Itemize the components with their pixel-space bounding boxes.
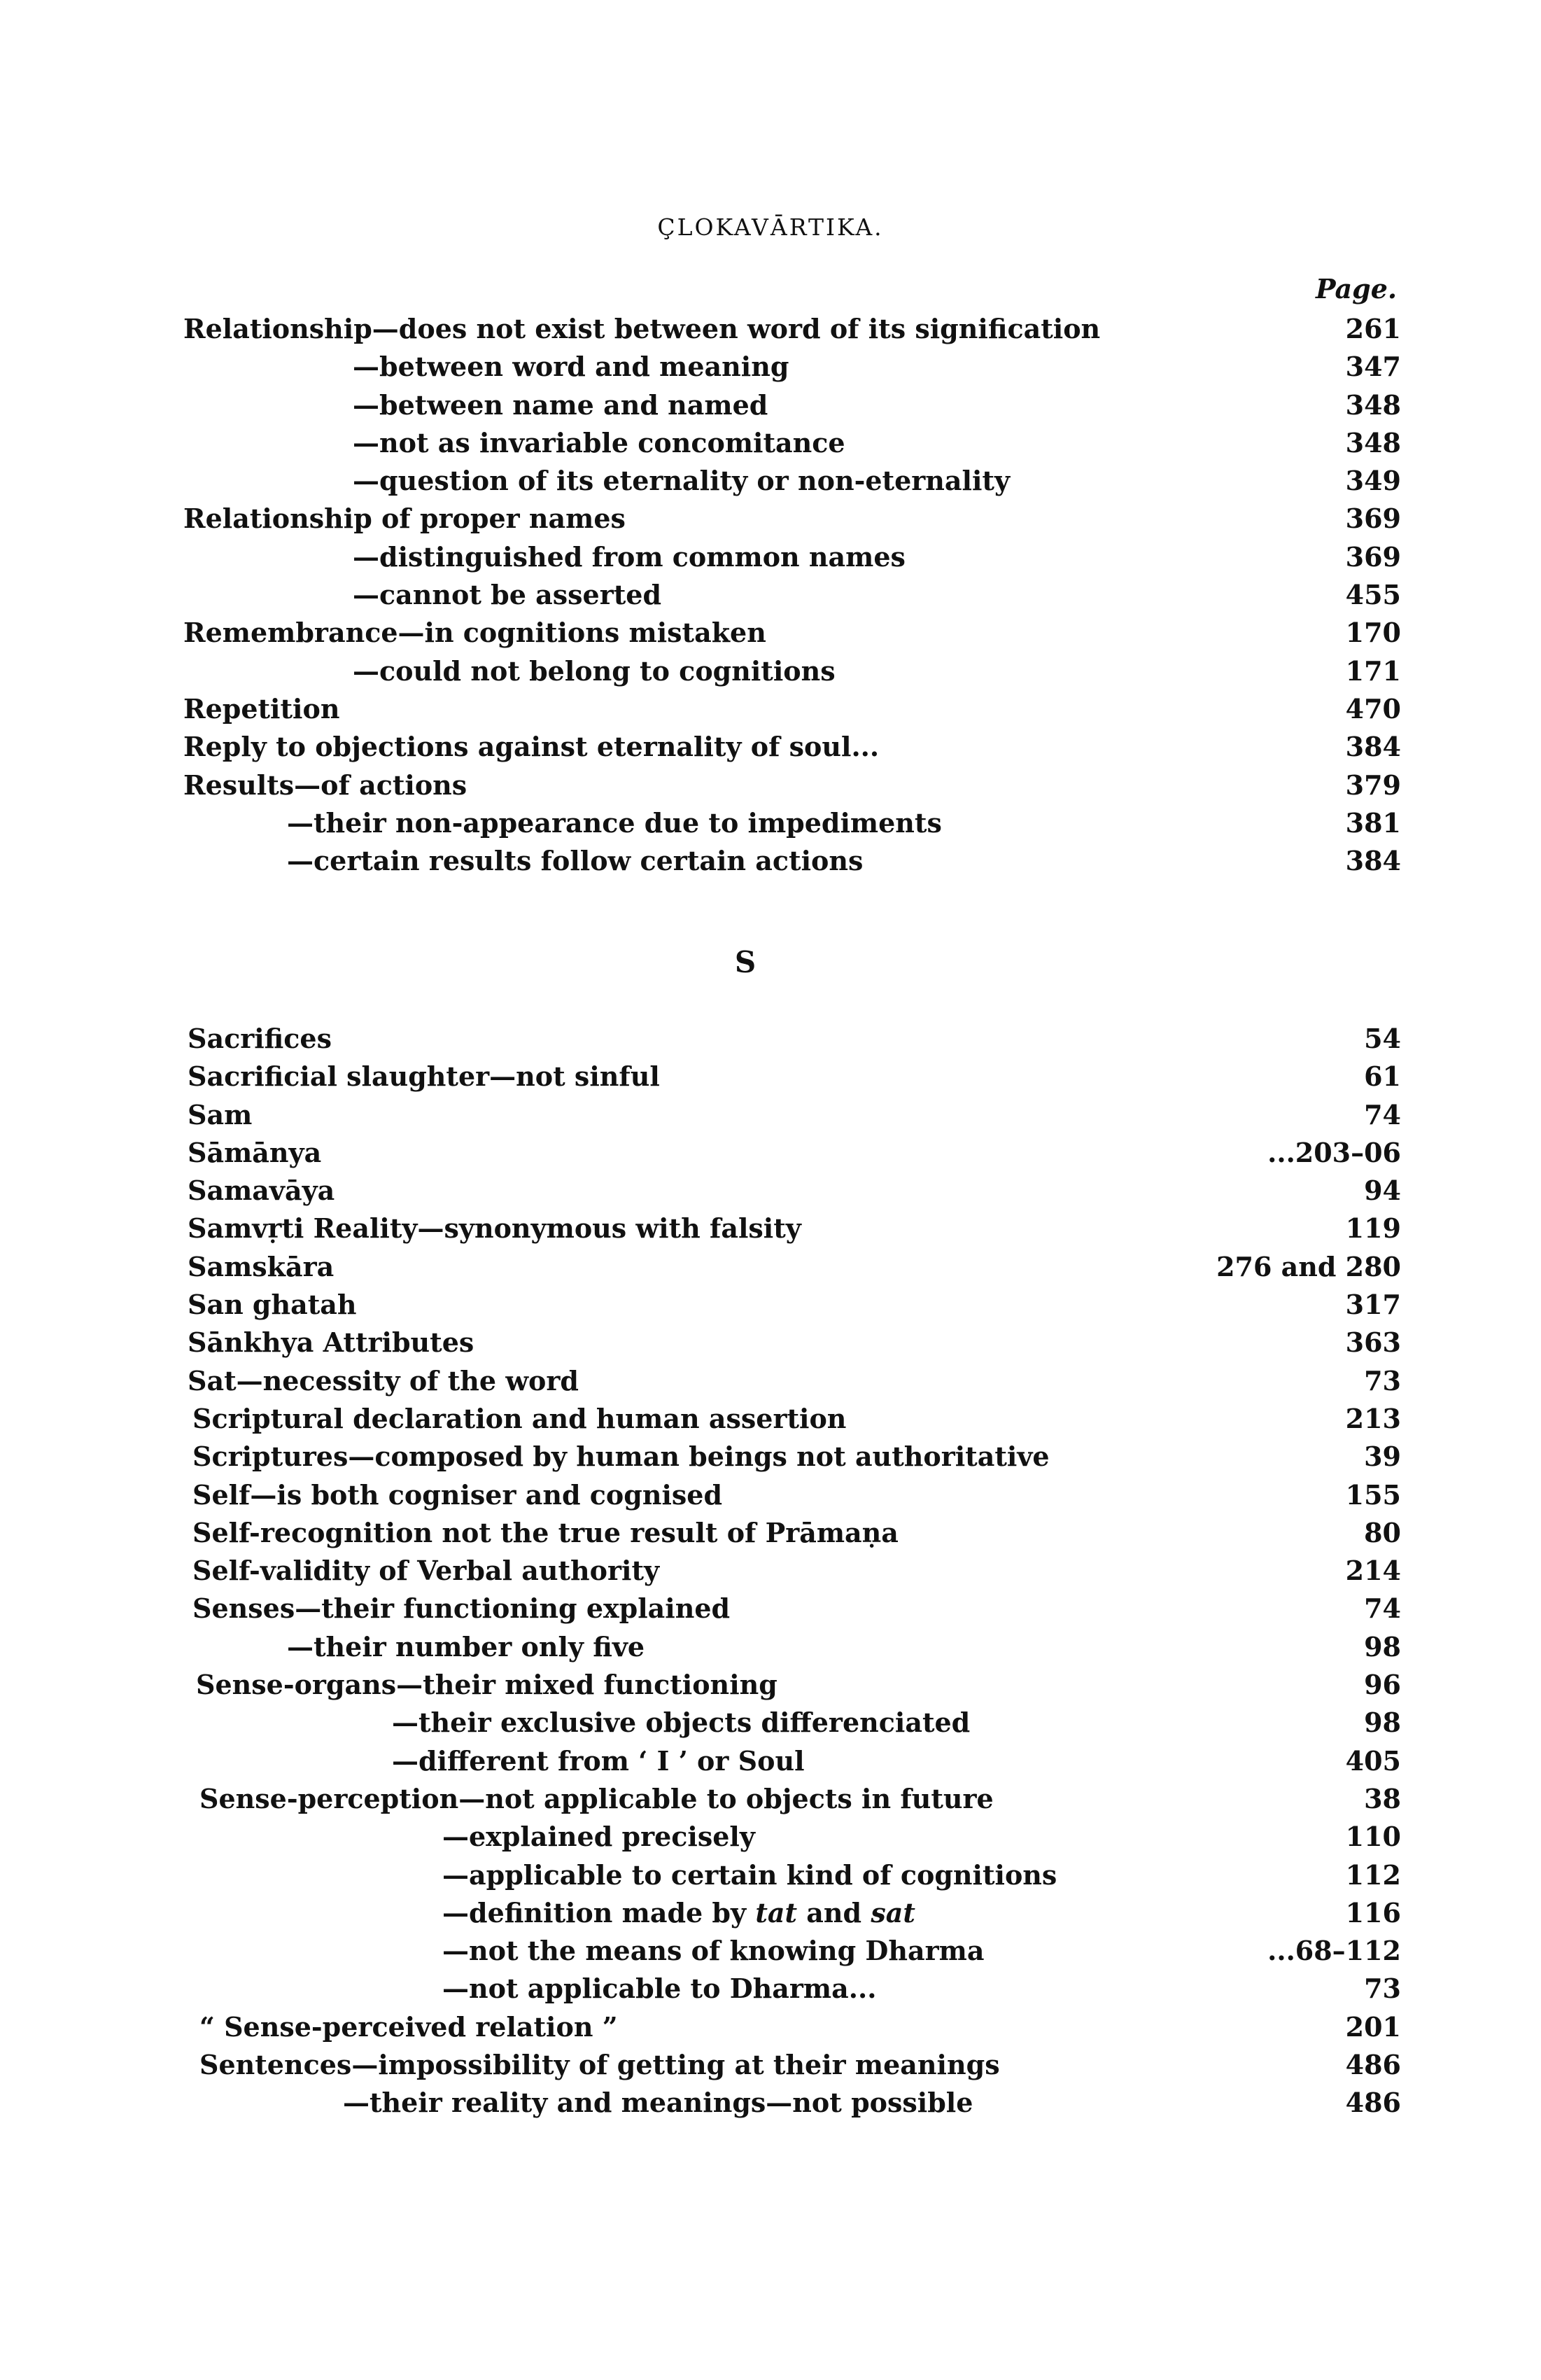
index-entry: —not the means of knowing Dharma ...68–112 (442, 1935, 1401, 1967)
index-entry: —applicable to certain kind of cognitions 112 (442, 1858, 1401, 1891)
index-entry: Relationship of proper names 369 (183, 503, 1401, 535)
index-entry: Sense-perception—not applicable to objects in future 38 (199, 1782, 1401, 1814)
index-entry: Samskāra 276 and 280 (188, 1250, 1401, 1282)
index-entry: Sāmānya ...203–06 (188, 1136, 1401, 1168)
index-entry: —their non-appearance due to impediments 381 (287, 806, 1401, 839)
index-entry: —distinguished from common names 369 (353, 540, 1401, 573)
index-entry: Samavāya 94 (188, 1175, 1401, 1207)
index-entry: —explained precisely 110 (442, 1821, 1401, 1853)
index-entry: Sentences—impossibility of getting at their meanings 486 (199, 2049, 1401, 2081)
index-entry: Senses—their functioning explained 74 (192, 1592, 1401, 1625)
index-entry: —cannot be asserted 455 (353, 579, 1401, 611)
index-entry: —certain results follow certain actions 384 (287, 845, 1401, 877)
section-letter-heading: S (734, 945, 757, 979)
index-entry: Results—of actions 379 (183, 769, 1401, 801)
index-section-r (0, 310, 1541, 880)
index-section-s (0, 1020, 1541, 2122)
index-entry: —could not belong to cognitions 171 (353, 654, 1401, 687)
index-entry: Self-recognition not the true result of Prāmaṇa 80 (192, 1516, 1401, 1548)
index-entry: Reply to objections against eternality of soul... 384 (183, 731, 1401, 763)
index-entry: —different from ‘ I ’ or Soul 405 (392, 1744, 1401, 1777)
page-column-label: Page. (1316, 273, 1398, 304)
index-entry: Sacrifices 54 (188, 1023, 1401, 1054)
index-entry: Sam 74 (188, 1098, 1401, 1130)
index-entry: —not as invariable concomitance 348 (353, 426, 1401, 458)
index-entry: —between word and meaning 347 (353, 351, 1401, 383)
index-entry: —question of its eternality or non-eternality 349 (353, 465, 1401, 497)
index-entry: Scriptural declaration and human assertion 213 (192, 1402, 1401, 1434)
index-entry: Self-validity of Verbal authority 214 (192, 1555, 1401, 1587)
index-entry: Sacrificial slaughter—not sinful 61 (188, 1060, 1401, 1093)
index-entry: Scriptures—composed by human beings not authoritative 39 (192, 1441, 1401, 1473)
running-title: ÇLOKAVĀRTIKA. (657, 214, 884, 241)
index-entry: Sense-organs—their mixed functioning 96 (196, 1669, 1401, 1701)
index-entry: —between name and named 348 (353, 388, 1401, 421)
index-entry: Repetition 470 (183, 692, 1401, 724)
index-entry: Sat—necessity of the word 73 (188, 1364, 1401, 1396)
index-entry: San ghatah 317 (188, 1289, 1401, 1321)
index-entry: Sānkhya Attributes 363 (188, 1326, 1401, 1359)
index-entry: Remembrance—in cognitions mistaken 170 (183, 617, 1401, 649)
index-entry: —their exclusive objects differenciated 98 (392, 1707, 1401, 1739)
index-entry: —their number only five 98 (287, 1630, 1401, 1662)
index-entry: Relationship—does not exist between word of its signification 261 (183, 313, 1401, 344)
index-entry: —their reality and meanings—not possible 486 (343, 2087, 1401, 2119)
index-entry: —definition made by tat and sat 116 (442, 1896, 1401, 1928)
index-entry: Samvṛti Reality—synonymous with falsity 119 (188, 1212, 1401, 1245)
index-entry: “ Sense-perceived relation ” 201 (199, 2010, 1401, 2043)
index-entry: —not applicable to Dharma... 73 (442, 1973, 1401, 2005)
index-entry: Self—is both cogniser and cognised 155 (192, 1478, 1401, 1511)
